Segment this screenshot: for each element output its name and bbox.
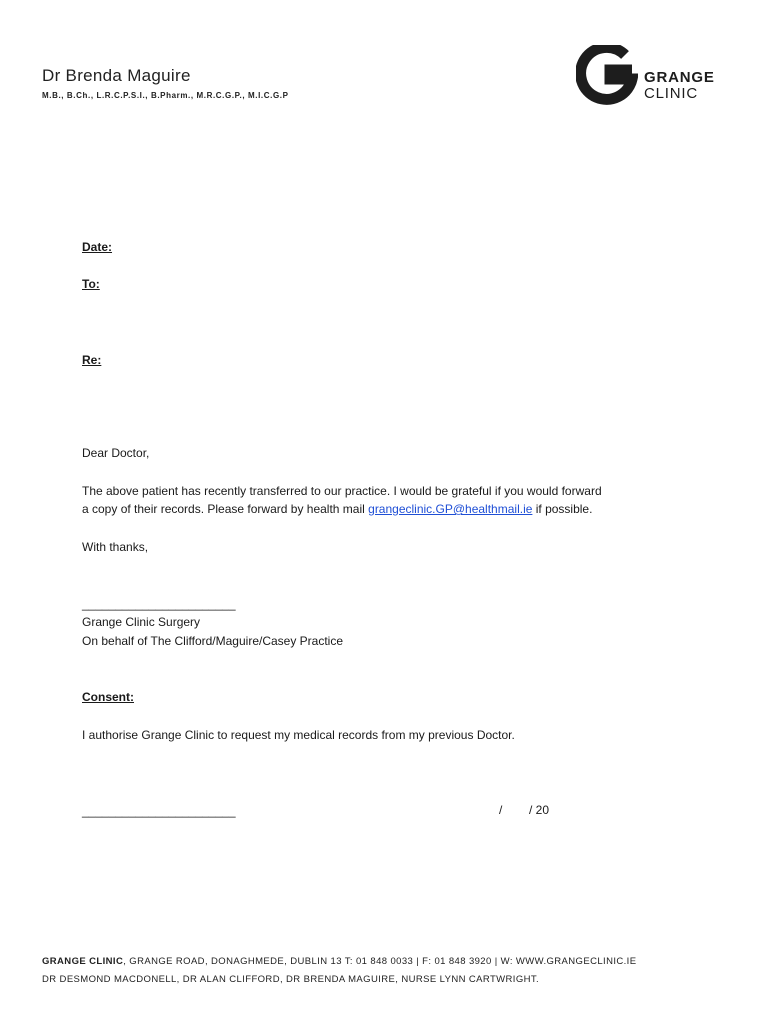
footer-staff: DR DESMOND MACDONELL, DR ALAN CLIFFORD, DR BRENDA MAGUIRE, NURSE LYNN CARTWRIGHT. <box>42 974 540 985</box>
letter-paragraph-text: a copy of their records. Please forward by health mail <box>82 502 369 516</box>
grange-g-logo-icon <box>576 45 638 105</box>
doctor-qualifications: M.B., B.Ch., L.R.C.P.S.I., B.Pharm., M.R.C.G.P., M.I.C.G.P <box>42 91 289 100</box>
consent-date-separator-1: / <box>499 803 503 817</box>
to-label: To: <box>82 277 100 291</box>
letter-paragraph-line2 <box>82 502 592 516</box>
footer-clinic-name: GRANGE CLINIC <box>42 956 124 967</box>
closing: With thanks, <box>82 540 149 554</box>
salutation: Dear Doctor, <box>82 446 150 460</box>
grange-clinic-logo <box>576 45 736 105</box>
healthmail-email-link[interactable]: grangeclinic.GP@healthmail.ie <box>368 502 533 516</box>
signature-line: _______________________ <box>82 597 236 611</box>
doctor-name: Dr Brenda Maguire <box>42 66 191 85</box>
consent-date-separator-2: / 20 <box>529 803 550 817</box>
logo-text-grange: GRANGE <box>644 69 715 86</box>
logo-text-clinic: CLINIC <box>644 85 698 102</box>
letter-paragraph-text-end: if possible. <box>532 502 593 516</box>
consent-label: Consent: <box>82 690 134 704</box>
consent-signature-line: _______________________ <box>82 804 236 818</box>
footer-address: , GRANGE ROAD, DONAGHMEDE, DUBLIN 13 T: 01 848 0033 | F: 01 848 3920 | W: WWW.GRANGECLINIC.IE <box>123 956 637 967</box>
re-label: Re: <box>82 353 102 367</box>
on-behalf-of: On behalf of The Clifford/Maguire/Casey Practice <box>82 634 344 648</box>
footer-contact <box>42 956 636 967</box>
signatory: Grange Clinic Surgery <box>82 615 201 629</box>
consent-statement: I authorise Grange Clinic to request my medical records from my previous Doctor. <box>82 728 515 742</box>
letter-paragraph-line1: The above patient has recently transferred to our practice. I would be grateful if you would forward <box>82 484 602 498</box>
date-label: Date: <box>82 240 113 254</box>
